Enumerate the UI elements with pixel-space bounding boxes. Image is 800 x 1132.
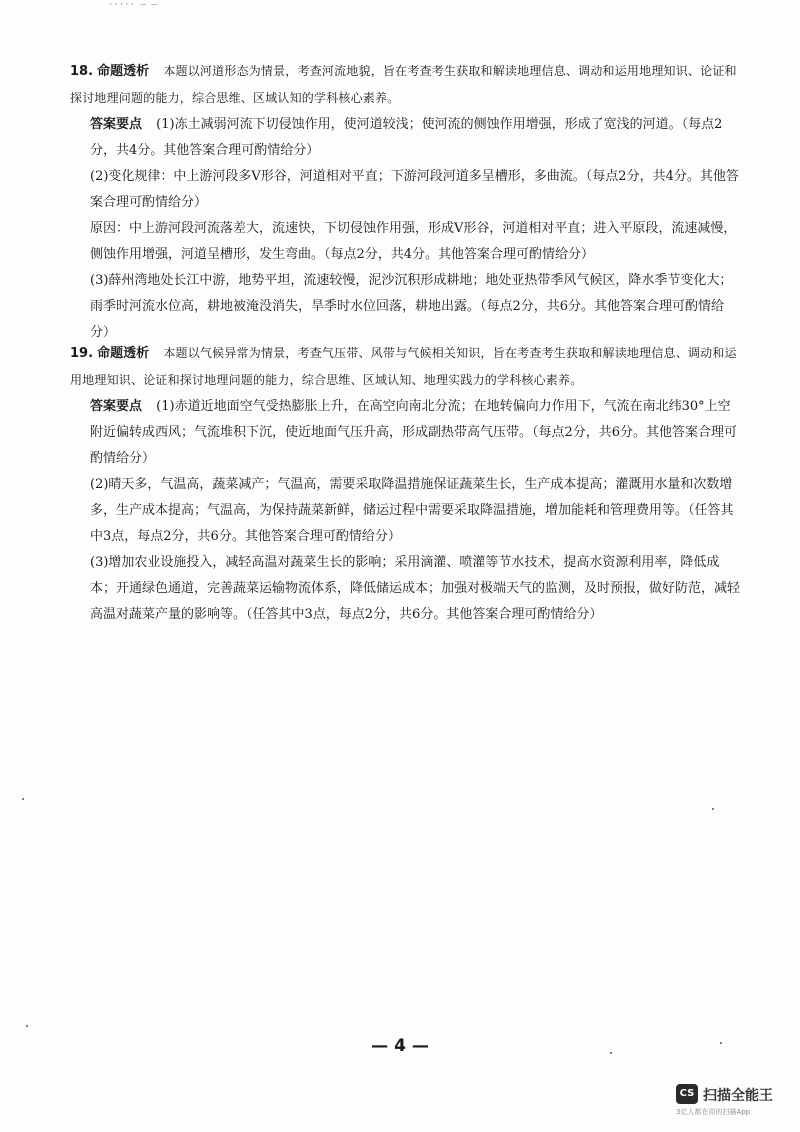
scan-speck xyxy=(720,1042,722,1044)
scan-speck xyxy=(22,798,24,800)
top-mark: ····· — — xyxy=(108,0,157,10)
q18-answer-reason: 原因：中上游河段河流落差大，流速快，下切侵蚀作用强，形成V形谷，河道相对平直；进入平原段，流速减慢，侧蚀作用增强，河道呈槽形，发生弯曲。（每点2分，共4分。其他答案合理可酌情给分） xyxy=(90,221,737,262)
q19-answer-2: (2)晴天多，气温高，蔬菜减产；气温高，需要采取降温措施保证蔬菜生长，生产成本提高；灌溉用水量和次数增多，生产成本提高；气温高，为保持蔬菜新鲜，储运过程中需要采取降温措施，增加能耗和管理费用等。（任答其中3点，每点2分，共6分。其他答案合理可酌情给分） xyxy=(90,477,734,544)
q18-intro-paragraph xyxy=(70,58,740,112)
q19-answer-1 xyxy=(70,394,740,472)
watermark-subtitle: 3亿人都在用的扫描App xyxy=(676,1108,751,1116)
question-19 xyxy=(70,340,740,628)
q18-answer-2: (2)变化规律：中上游河段多V形谷，河道相对平直；下游河段河道多呈槽形，多曲流。（每点2分，共4分。其他答案合理可酌情给分） xyxy=(90,169,739,210)
q19-label: 命题透析 xyxy=(97,346,150,361)
question-18 xyxy=(70,58,740,346)
watermark-title: 扫描全能王 xyxy=(703,1088,773,1104)
q18-answer-1-text: (1)冻土减弱河流下切侵蚀作用，使河道较浅；使河流的侧蚀作用增强，形成了宽浅的河道。（每点2分，共4分。其他答案合理可酌情给分） xyxy=(90,117,723,158)
page-number: — 4 — xyxy=(371,1036,429,1056)
scan-speck xyxy=(26,1025,28,1027)
q19-number: 19. xyxy=(70,346,94,361)
scan-speck xyxy=(712,808,714,810)
scan-speck xyxy=(610,1052,612,1054)
q18-answer-3: (3)薛州湾地处长江中游，地势平坦，流速较慢，泥沙沉积形成耕地；地处亚热带季风气候区，降水季节变化大；雨季时河流水位高，耕地被淹没消失，旱季时水位回落，耕地出露。（每点2分，共6分。其他答案合理可酌情给分） xyxy=(90,273,733,340)
q18-answer-label: 答案要点 xyxy=(90,117,143,132)
q19-answer-label: 答案要点 xyxy=(90,399,143,414)
q18-label: 命题透析 xyxy=(97,64,150,79)
q19-intro: 本题以气候异常为情景，考查气压带、风带与气候相关知识，旨在考查考生获取和解读地理信息、调动和运用地理知识、论证和探讨地理问题的能力，综合思维、区域认知、地理实践力的学科核心素养。 xyxy=(70,346,737,387)
q18-answer-1 xyxy=(70,112,740,164)
scanner-watermark xyxy=(676,1082,786,1120)
q19-answer-3: (3)增加农业设施投入，减轻高温对蔬菜生长的影响；采用滴灌、喷灌等节水技术，提高水资源利用率，降低成本；开通绿色通道，完善蔬菜运输物流体系，降低储运成本；加强对极端天气的监测，及时预报，做好防范，减轻高温对蔬菜产量的影响等。（任答其中3点，每点2分，共6分。其他答案合理可酌情给分） xyxy=(90,555,741,622)
q19-intro-paragraph xyxy=(70,340,740,394)
q18-intro: 本题以河道形态为情景，考查河流地貌，旨在考查考生获取和解读地理信息、调动和运用地理知识、论证和探讨地理问题的能力，综合思维、区域认知的学科核心素养。 xyxy=(70,64,737,105)
camscanner-logo-icon: CS xyxy=(676,1084,698,1104)
q19-answer-1-text: (1)赤道近地面空气受热膨胀上升，在高空向南北分流；在地转偏向力作用下，气流在南北纬30°上空附近偏转成西风；气流堆积下沉，使近地面气压升高，形成副热带高气压带。（每点2分，共6分。其他答案合理可酌情给分） xyxy=(90,399,738,466)
q18-number: 18. xyxy=(70,64,94,79)
